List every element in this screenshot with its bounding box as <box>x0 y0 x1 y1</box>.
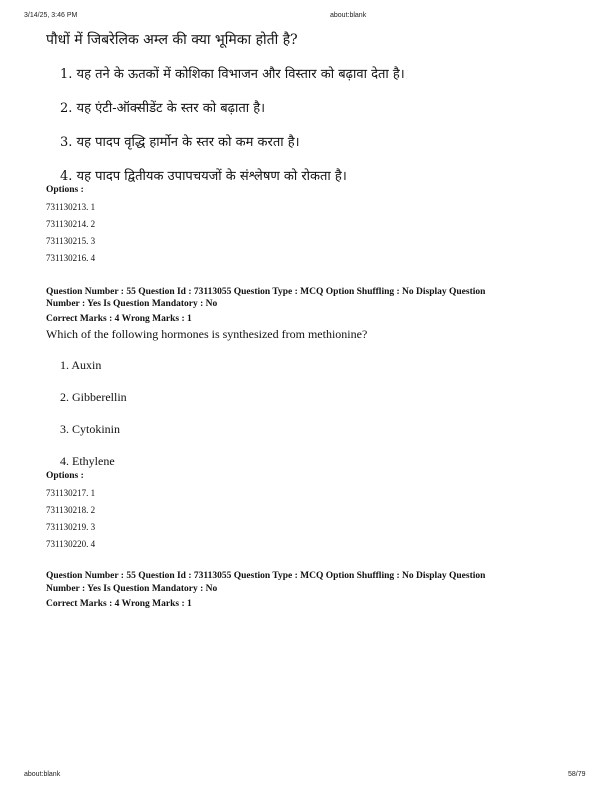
option-id-2: 731130214. 2 <box>46 219 96 229</box>
question-marks: Correct Marks : 4 Wrong Marks : 1 <box>46 314 192 324</box>
print-url: about:blank <box>330 12 367 19</box>
options-label: Options : <box>46 185 84 195</box>
option-id-1: 731130217. 1 <box>46 488 96 498</box>
question-meta-line1: Question Number : 55 Question Id : 73113055 Question Type : MCQ Option Shuffling : No Display Question <box>46 571 486 581</box>
question-meta-line2: Number : Yes Is Question Mandatory : No <box>46 299 218 309</box>
option-id-4: 731130220. 4 <box>46 539 96 549</box>
option-4-hindi: 4. यह पादप द्वितीयक उपापचयजों के संश्लेषण को रोकता है। <box>60 169 347 184</box>
question-marks: Correct Marks : 4 Wrong Marks : 1 <box>46 599 192 609</box>
question-meta-line1: Question Number : 55 Question Id : 73113055 Question Type : MCQ Option Shuffling : No Display Question <box>46 287 486 297</box>
option-id-3: 731130219. 3 <box>46 522 96 532</box>
option-4: 4. Ethylene <box>60 454 115 468</box>
option-1: 1. Auxin <box>60 358 102 372</box>
option-id-4: 731130216. 4 <box>46 253 96 263</box>
question-meta-line2: Number : Yes Is Question Mandatory : No <box>46 584 218 594</box>
option-id-1: 731130213. 1 <box>46 202 96 212</box>
question-text-hindi: पौधों में जिबरेलिक अम्ल की क्या भूमिका होती है? <box>46 32 298 48</box>
option-2: 2. Gibberellin <box>60 390 127 404</box>
option-3: 3. Cytokinin <box>60 422 121 436</box>
question-text: Which of the following hormones is synthesized from methionine? <box>46 327 368 341</box>
option-id-2: 731130218. 2 <box>46 505 96 515</box>
footer-url: about:blank <box>24 771 61 778</box>
print-datetime: 3/14/25, 3:46 PM <box>24 12 78 19</box>
option-3-hindi: 3. यह पादप वृद्धि हार्मोन के स्तर को कम करता है। <box>60 135 300 150</box>
page-number: 58/79 <box>568 771 586 778</box>
option-2-hindi: 2. यह एंटी-ऑक्सीडेंट के स्तर को बढ़ाता है। <box>60 101 266 116</box>
option-id-3: 731130215. 3 <box>46 236 96 246</box>
options-label: Options : <box>46 471 84 481</box>
option-1-hindi: 1. यह तने के ऊतकों में कोशिका विभाजन और विस्तार को बढ़ावा देता है। <box>60 67 405 82</box>
